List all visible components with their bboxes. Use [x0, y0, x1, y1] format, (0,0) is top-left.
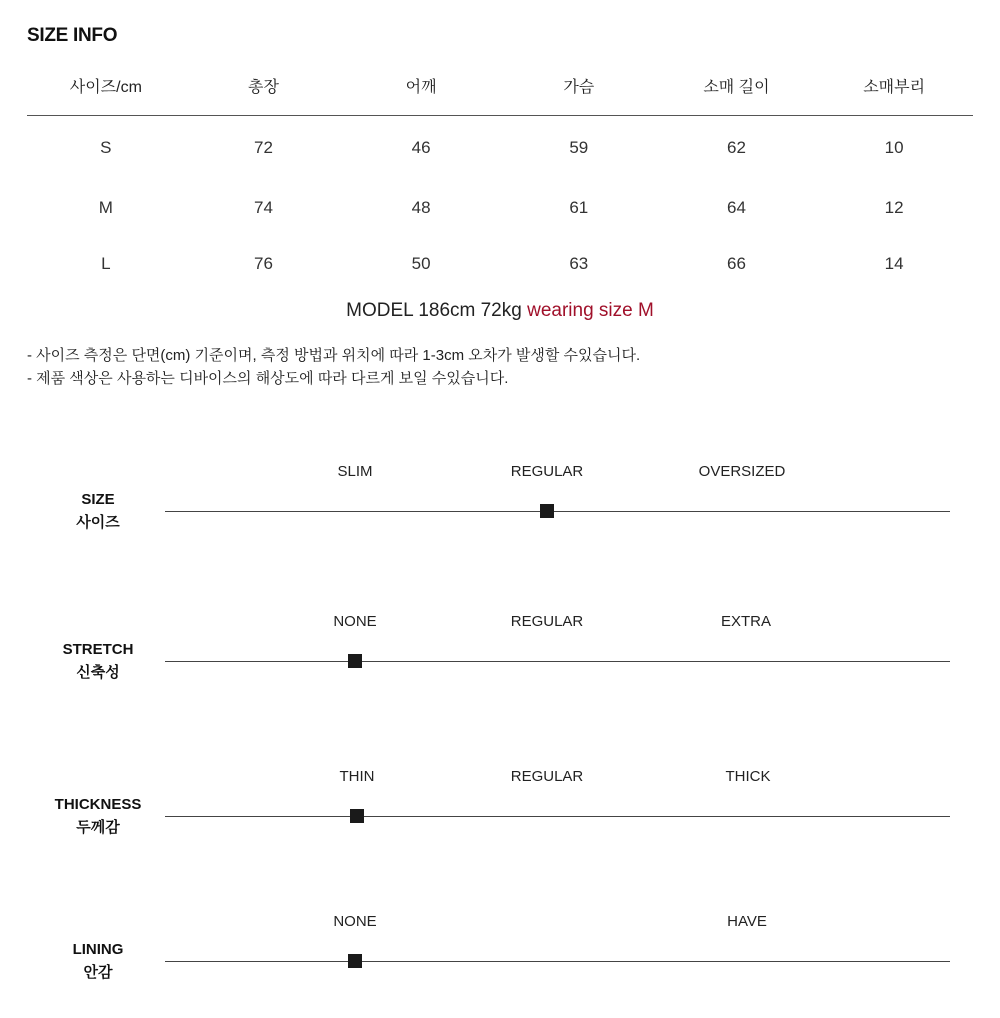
column-header-length: 총장 [185, 62, 343, 116]
fit-label-thickness [38, 793, 158, 839]
fit-label-size [38, 488, 158, 534]
table-cell: 61 [569, 198, 589, 217]
fit-option: SLIM [337, 463, 373, 480]
fit-marker [350, 809, 364, 823]
fit-marker [348, 654, 362, 668]
table-cell: 62 [726, 138, 746, 157]
table-row [27, 116, 973, 181]
column-header-chest: 가슴 [500, 62, 658, 116]
size-notes [27, 344, 640, 390]
table-row [27, 236, 973, 292]
table-cell: M [98, 198, 113, 217]
fit-label-en: LINING [72, 941, 124, 958]
table-cell: 50 [411, 254, 431, 273]
column-header-cuff: 소매부리 [815, 62, 973, 116]
table-cell: 74 [254, 198, 273, 217]
fit-label-ko: 사이즈 [76, 514, 120, 531]
fit-option: NONE [333, 613, 377, 630]
column-header-shoulder: 어깨 [342, 62, 500, 116]
fit-marker [348, 954, 362, 968]
table-row [27, 180, 973, 236]
fit-label-en: STRETCH [62, 641, 134, 658]
fit-track [165, 661, 950, 662]
table-cell: 66 [726, 254, 746, 273]
fit-option: EXTRA [720, 613, 772, 630]
fit-option: REGULAR [510, 613, 584, 630]
model-info-text: MODEL 186cm 72kg [346, 300, 522, 321]
size-table [27, 62, 973, 292]
fit-track [165, 511, 950, 512]
fit-label-ko: 두께감 [76, 819, 120, 836]
fit-marker [540, 504, 554, 518]
fit-option: HAVE [727, 913, 767, 930]
fit-label-ko: 신축성 [76, 664, 120, 681]
table-header-row [27, 62, 973, 116]
fit-option: OVERSIZED [698, 463, 786, 480]
column-header-size: 사이즈/cm [27, 62, 185, 116]
model-wearing-size: wearing size M [527, 300, 654, 321]
table-cell: 14 [884, 254, 904, 273]
fit-label-ko: 안감 [83, 964, 113, 981]
note-measurement: - 사이즈 측정은 단면(cm) 기준이며, 측정 방법과 위치에 따라 1-3cm 오차가 발생할 수있습니다. [27, 347, 641, 364]
fit-option: THICK [725, 768, 771, 785]
fit-option: REGULAR [510, 463, 584, 480]
table-cell: 72 [254, 138, 273, 157]
table-cell: L [101, 254, 111, 273]
table-cell: 48 [411, 198, 431, 217]
fit-option: REGULAR [510, 768, 584, 785]
table-cell: 63 [569, 254, 589, 273]
model-info [0, 300, 1000, 322]
fit-track [165, 961, 950, 962]
fit-label-lining [38, 938, 158, 984]
table-cell: 12 [884, 198, 904, 217]
table-cell: S [100, 138, 112, 157]
table-cell: 46 [411, 138, 431, 157]
table-cell: 76 [254, 254, 273, 273]
fit-track [165, 816, 950, 817]
table-cell: 10 [884, 138, 904, 157]
fit-row-thickness [0, 765, 1000, 855]
column-header-sleeve-length: 소매 길이 [658, 62, 816, 116]
fit-row-lining [0, 910, 1000, 1000]
fit-label-stretch [38, 638, 158, 684]
fit-label-en: THICKNESS [54, 796, 142, 813]
fit-option: NONE [333, 913, 377, 930]
note-color: - 제품 색상은 사용하는 디바이스의 해상도에 따라 다르게 보일 수있습니다. [27, 370, 509, 387]
fit-option: THIN [339, 768, 375, 785]
table-cell: 59 [569, 138, 589, 157]
page-title: SIZE INFO [27, 25, 118, 46]
fit-label-en: SIZE [81, 491, 115, 508]
fit-row-stretch [0, 610, 1000, 700]
fit-row-size [0, 460, 1000, 550]
table-cell: 64 [726, 198, 746, 217]
